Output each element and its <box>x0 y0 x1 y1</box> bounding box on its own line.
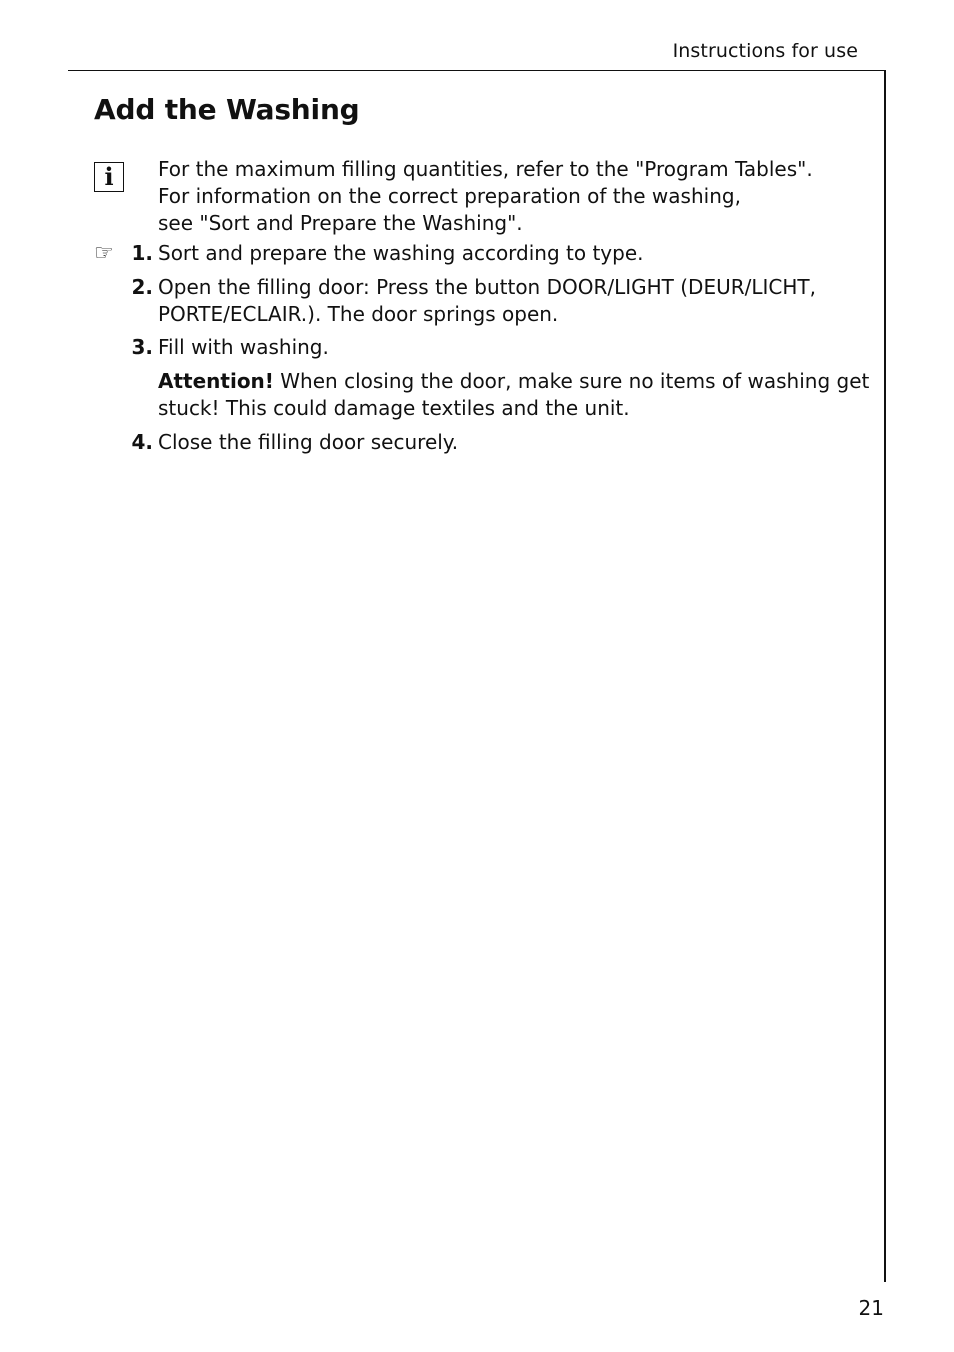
attention-text: When closing the door, make sure no items of washing get <box>273 369 870 393</box>
info-note <box>158 156 858 237</box>
note-line: For the maximum filling quantities, refer to the "Program Tables". <box>158 157 813 181</box>
step-text: Sort and prepare the washing according to type. <box>158 241 644 265</box>
header-rule <box>68 70 886 71</box>
note-line: see "Sort and Prepare the Washing". <box>158 211 523 235</box>
step-text: Close the filling door securely. <box>158 430 459 454</box>
attention-label: Attention! <box>158 369 274 393</box>
attention-warning <box>158 368 870 422</box>
note-line: For information on the correct preparation of the washing, <box>158 184 741 208</box>
running-header: Instructions for use <box>672 40 858 62</box>
step-number: 1. <box>131 241 153 265</box>
step-text: Fill with washing. <box>158 335 329 359</box>
page-title: Add the Washing <box>94 93 360 126</box>
side-rule <box>884 70 886 1282</box>
step-number: 4. <box>131 430 153 454</box>
page-number: 21 <box>858 1296 884 1320</box>
step-text: Open the filling door: Press the button DOOR/LIGHT (DEUR/LICHT, <box>158 275 816 299</box>
step-number: 2. <box>131 275 153 299</box>
attention-text: stuck! This could damage textiles and the unit. <box>158 396 630 420</box>
step-text: PORTE/ECLAIR.). The door springs open. <box>158 302 559 326</box>
step-number: 3. <box>131 335 153 359</box>
pointing-hand-icon: ☞ <box>94 241 114 266</box>
info-icon: i <box>94 162 124 192</box>
